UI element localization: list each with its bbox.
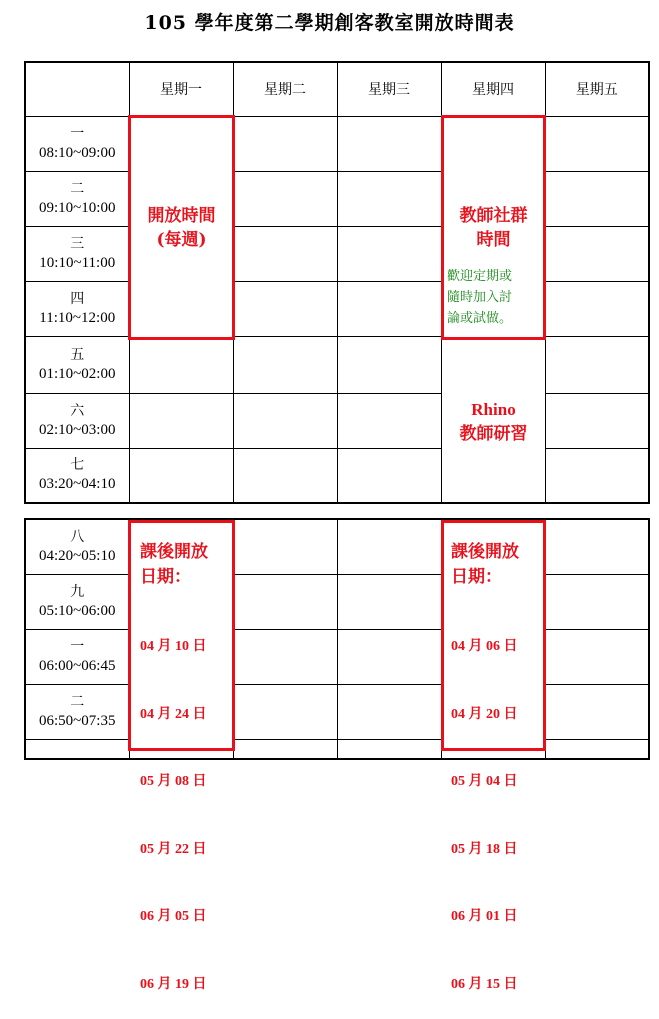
schedule-cell (545, 393, 649, 448)
period-number: 八 (70, 528, 85, 545)
monday-after-line1: 課後開放 (140, 542, 208, 562)
schedule-cell (129, 448, 233, 503)
schedule-cell (337, 739, 441, 759)
schedule-table-top (24, 61, 650, 504)
period-cell (25, 574, 129, 629)
thursday-after-line1: 課後開放 (451, 542, 519, 562)
period-cell (25, 281, 129, 336)
date-item: 04 月 10 日 (140, 639, 207, 654)
period-number: 四 (70, 290, 85, 307)
schedule-cell (545, 171, 649, 226)
schedule-cell (337, 336, 441, 393)
day-header: 星期二 (233, 62, 337, 116)
schedule-cell (545, 336, 649, 393)
period-number: 二 (70, 693, 85, 710)
period-cell (25, 226, 129, 281)
rhino-line1: Rhino (471, 400, 516, 419)
period-time: 11:10~12:00 (39, 309, 116, 326)
period-number: 六 (70, 402, 85, 419)
rhino-workshop-label (441, 398, 546, 446)
table-row (25, 281, 649, 336)
table-row (25, 116, 649, 171)
period-time: 08:10~09:00 (39, 144, 116, 161)
schedule-cell (233, 448, 337, 503)
schedule-cell (545, 116, 649, 171)
thursday-after-line2: 日期： (451, 567, 502, 587)
date-item: 05 月 18 日 (451, 841, 518, 857)
schedule-table-bottom (24, 518, 650, 760)
page-title: 105 學年度第二學期創客教室開放時間表 (144, 12, 515, 34)
schedule-cell (233, 519, 337, 574)
period-time: 05:10~06:00 (39, 602, 116, 619)
monday-open-line1: 開放時間 (147, 206, 216, 226)
schedule-cell (233, 116, 337, 171)
schedule-cell (233, 684, 337, 739)
period-cell (25, 448, 129, 503)
schedule-cell (337, 448, 441, 503)
schedule-cell (545, 226, 649, 281)
period-cell (25, 336, 129, 393)
period-number: 一 (70, 125, 85, 142)
thursday-after-dates (451, 591, 518, 1019)
period-cell (25, 684, 129, 739)
table-row (25, 448, 649, 503)
schedule-cell (545, 574, 649, 629)
date-item: 04 月 24 日 (140, 706, 207, 722)
day-header: 星期三 (337, 62, 441, 116)
period-number: 五 (70, 346, 85, 363)
table-row (25, 171, 649, 226)
period-time: 01:10~02:00 (39, 365, 116, 382)
period-number: 一 (70, 638, 85, 655)
schedule-cell (337, 281, 441, 336)
monday-after-dates (140, 591, 207, 1019)
schedule-cell (233, 226, 337, 281)
schedule-cell (337, 393, 441, 448)
schedule-cell (337, 171, 441, 226)
day-header: 星期四 (441, 62, 545, 116)
period-time: 06:00~06:45 (39, 657, 116, 674)
date-item: 04 月 06 日 (451, 639, 518, 654)
period-time: 06:50~07:35 (39, 712, 116, 729)
schedule-cell (545, 519, 649, 574)
date-item: 06 月 15 日 (451, 976, 518, 992)
corner-cell (25, 62, 129, 116)
table-row (25, 519, 649, 574)
schedule-cell (337, 226, 441, 281)
monday-after-header (140, 540, 208, 590)
period-cell (25, 171, 129, 226)
thursday-after-header (451, 540, 519, 590)
schedule-cell (233, 281, 337, 336)
period-cell (25, 116, 129, 171)
period-number: 七 (70, 457, 85, 474)
period-number: 二 (70, 180, 85, 197)
schedule-cell (337, 519, 441, 574)
schedule-cell (129, 336, 233, 393)
header-row (25, 62, 649, 116)
schedule-cell (545, 684, 649, 739)
thursday-community-label (441, 204, 546, 252)
period-time: 02:10~03:00 (39, 421, 116, 438)
note-line3: 論或試做。 (447, 311, 513, 326)
date-item: 06 月 19 日 (140, 976, 207, 992)
schedule-cell (545, 629, 649, 684)
day-header: 星期一 (129, 62, 233, 116)
schedule-cell (545, 739, 649, 759)
schedule-cell (337, 574, 441, 629)
monday-open-line2: (每週) (156, 230, 207, 250)
period-cell (25, 629, 129, 684)
day-header: 星期五 (545, 62, 649, 116)
period-number: 九 (70, 583, 85, 600)
schedule-cell (337, 116, 441, 171)
period-time: 10:10~11:00 (39, 254, 116, 271)
period-time: 03:20~04:10 (39, 476, 116, 493)
monday-after-line2: 日期： (140, 567, 191, 587)
date-item: 06 月 05 日 (140, 909, 207, 924)
schedule-cell (545, 448, 649, 503)
schedule-cell (545, 281, 649, 336)
thursday-community-line2: 時間 (476, 230, 511, 250)
period-number: 三 (70, 235, 85, 252)
note-line2: 隨時加入討 (447, 290, 513, 305)
rhino-line2: 教師研習 (459, 424, 528, 444)
schedule-cell (233, 739, 337, 759)
schedule-cell (129, 393, 233, 448)
table-row (25, 574, 649, 629)
date-item: 05 月 22 日 (140, 841, 207, 857)
table-row (25, 629, 649, 684)
monday-open-label (128, 204, 235, 252)
thursday-community-note (447, 266, 512, 329)
table-row (25, 393, 649, 448)
schedule-cell (233, 171, 337, 226)
period-cell (25, 739, 129, 759)
table-row (25, 739, 649, 759)
date-item: 06 月 01 日 (451, 909, 518, 924)
schedule-cell (233, 574, 337, 629)
period-time: 04:20~05:10 (39, 547, 116, 564)
date-item: 04 月 20 日 (451, 706, 518, 722)
date-item: 05 月 08 日 (140, 774, 207, 789)
table-row (25, 226, 649, 281)
note-line1: 歡迎定期或 (447, 269, 513, 284)
period-time: 09:10~10:00 (39, 199, 116, 216)
schedule-cell (233, 629, 337, 684)
table-row (25, 684, 649, 739)
schedule-cell (337, 684, 441, 739)
period-cell (25, 393, 129, 448)
period-cell (25, 519, 129, 574)
schedule-cell (233, 393, 337, 448)
schedule-cell (337, 629, 441, 684)
date-item: 05 月 04 日 (451, 774, 518, 789)
schedule-cell (233, 336, 337, 393)
table-row (25, 336, 649, 393)
thursday-community-line1: 教師社群 (459, 206, 528, 226)
